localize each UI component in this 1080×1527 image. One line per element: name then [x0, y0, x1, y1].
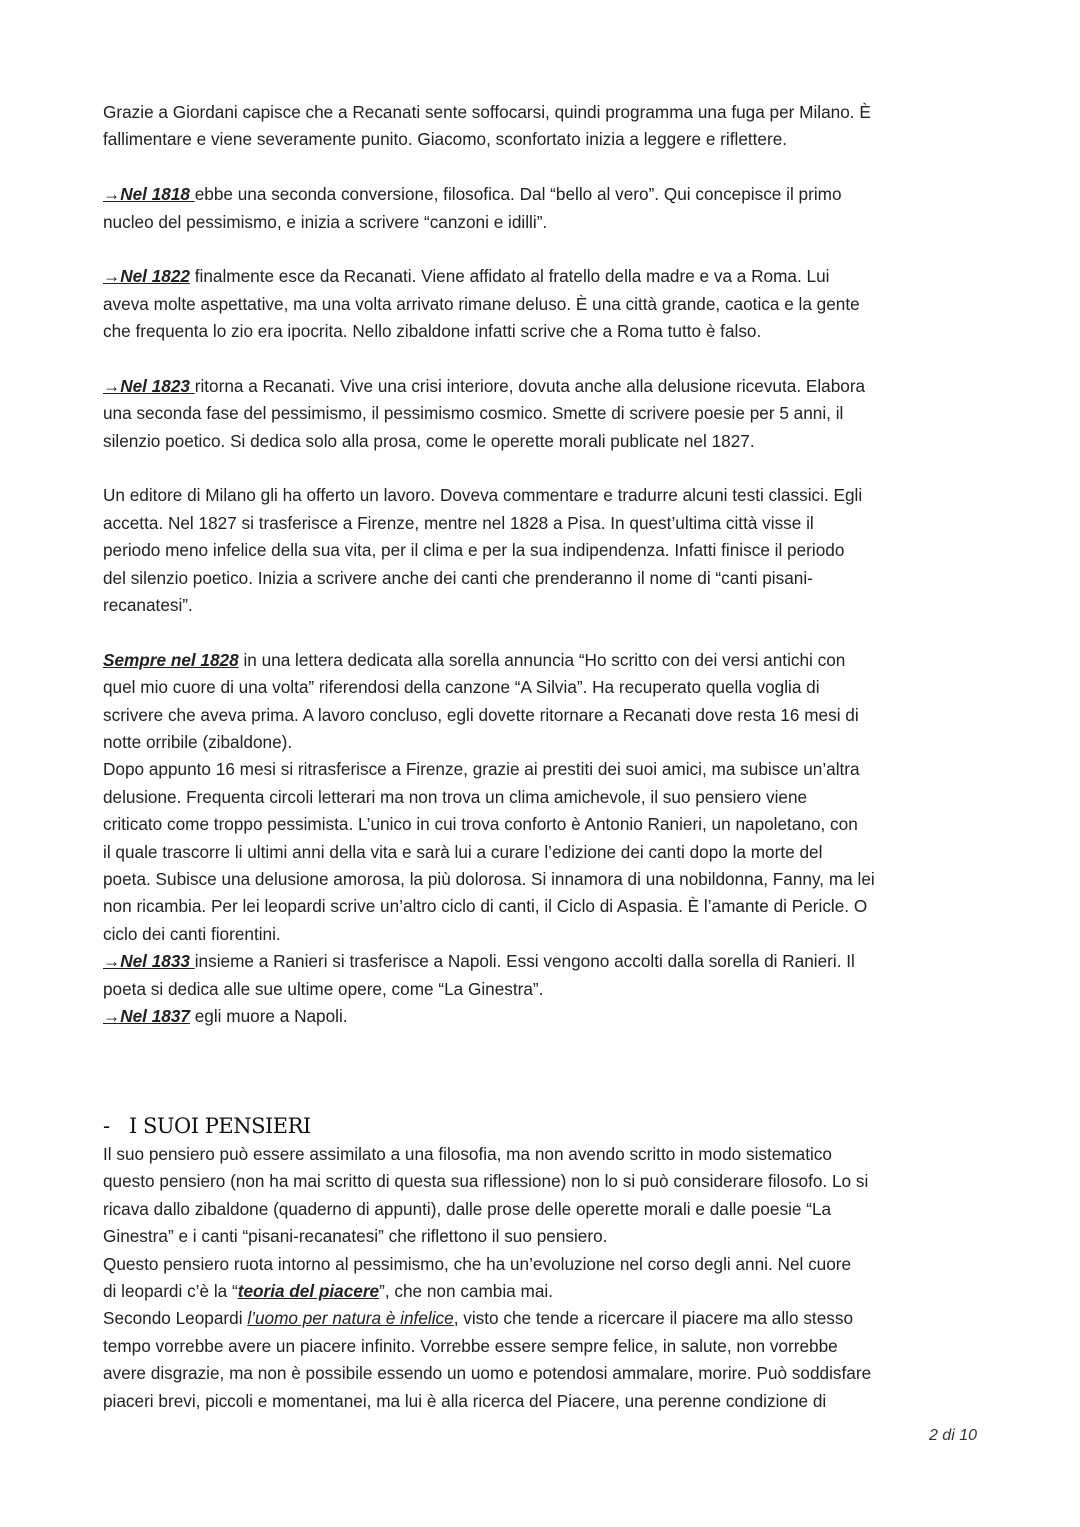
text-segment: che frequenta lo zio era ipocrita. Nello zibaldone infatti scrive che a Roma tutto è falso.	[103, 321, 762, 342]
text-segment: recanatesi”.	[103, 595, 193, 616]
blank-line	[103, 619, 1003, 646]
emphasis-text: →Nel 1822	[103, 266, 190, 287]
text-line	[103, 181, 1003, 208]
text-line	[103, 209, 1003, 236]
text-line	[103, 674, 1003, 701]
text-segment: ”, che non cambia mai.	[379, 1280, 553, 1301]
text-line	[103, 1251, 1003, 1278]
emphasis-text: Sempre nel 1828	[103, 649, 239, 670]
text-segment: poeta si dedica alle sue ultime opere, come “La Ginestra”.	[103, 978, 544, 999]
text-line	[103, 373, 1003, 400]
text-segment: il quale trascorre li ultimi anni della vita e sarà lui a curare l’edizione dei canti dopo la morte del	[103, 841, 823, 862]
text-line	[103, 1360, 1003, 1387]
text-line	[103, 318, 1003, 345]
blank-line	[103, 236, 1003, 263]
text-line	[103, 948, 1003, 975]
text-segment: Grazie a Giordani capisce che a Recanati sente soffocarsi, quindi programma una fuga per Milano. È	[103, 102, 871, 122]
text-segment: ritorna a Recanati. Vive una crisi interiore, dovuta anche alla delusione ricevuta. Elabora	[194, 375, 866, 396]
text-line	[103, 1305, 1003, 1332]
blank-line	[103, 154, 1003, 181]
blank-line	[103, 455, 1003, 482]
text-segment: tempo vorrebbe avere un piacere infinito. Vorrebbe essere sempre felice, in salute, non vorrebbe	[103, 1335, 838, 1356]
text-line	[103, 99, 1003, 126]
text-line	[103, 510, 1003, 537]
text-segment: scrivere che aveva prima. A lavoro concluso, egli dovette ritornare a Recanati dove resta 16 mesi di	[103, 704, 859, 725]
text-segment: in una lettera dedicata alla sorella annuncia “Ho scritto con dei versi antichi con	[238, 649, 846, 670]
text-line	[103, 866, 1003, 893]
emphasis-text: l’uomo per natura è infelice	[247, 1308, 454, 1329]
text-line	[103, 482, 1003, 509]
heading-title: I SUOI PENSIERI	[129, 1114, 311, 1138]
text-line	[103, 729, 1003, 756]
emphasis-text: →Nel 1833	[103, 951, 195, 972]
heading-dash: -	[103, 1114, 110, 1138]
text-segment: delusione. Frequenta circoli letterari ma non trova un clima amichevole, il suo pensiero viene	[103, 786, 808, 807]
text-line	[103, 1388, 1003, 1415]
emphasis-text: →Nel 1823	[103, 375, 195, 396]
text-line	[103, 1168, 1003, 1195]
text-line	[103, 1333, 1003, 1360]
text-segment: fallimentare e viene severamente punito. Giacomo, sconfortato inizia a leggere e riflettere.	[103, 129, 788, 150]
text-line	[103, 702, 1003, 729]
text-segment: una seconda fase del pessimismo, il pessimismo cosmico. Smette di scrivere poesie per 5 anni, il	[103, 403, 844, 424]
text-line	[103, 1223, 1003, 1250]
text-segment: nucleo del pessimismo, e inizia a scrivere “canzoni e idilli”.	[103, 211, 548, 232]
text-segment: insieme a Ranieri si trasferisce a Napoli. Essi vengono accolti dalla sorella di Ranieri. Il	[194, 951, 855, 972]
text-segment: questo pensiero (non ha mai scritto di questa sua riflessione) non lo si può considerare filosofo. Lo si	[103, 1171, 869, 1192]
emphasis-text: →Nel 1837	[103, 1005, 190, 1026]
text-line	[103, 592, 1003, 619]
text-segment: Il suo pensiero può essere assimilato a una filosofia, ma non avendo scritto in modo sistematico	[103, 1144, 832, 1164]
text-line	[103, 1003, 1003, 1030]
text-line	[103, 893, 1003, 920]
emphasis-text: teoria del piacere	[237, 1280, 380, 1301]
text-line	[103, 756, 1003, 783]
thoughts-section	[103, 1141, 1003, 1415]
text-segment: ciclo dei canti fiorentini.	[103, 923, 281, 944]
text-segment: Secondo Leopardi	[103, 1308, 248, 1329]
blank-line	[103, 346, 1003, 373]
text-line	[103, 428, 1003, 455]
text-segment: finalmente esce da Recanati. Viene affidato al fratello della madre e va a Roma. Lui	[189, 266, 830, 287]
text-line	[103, 647, 1003, 674]
text-segment: del silenzio poetico. Inizia a scrivere anche dei canti che prenderanno il nome di “canti pisani-	[103, 567, 813, 588]
text-segment: egli muore a Napoli.	[189, 1005, 348, 1026]
text-segment: ricava dallo zibaldone (quaderno di appunti), dalle prose delle operette morali e dalle poesie “La	[103, 1198, 832, 1219]
text-segment: aveva molte aspettative, ma una volta arrivato rimane deluso. È una città grande, caotica e la gente	[103, 293, 860, 314]
biography-section	[103, 99, 1003, 1030]
text-segment: accetta. Nel 1827 si trasferisce a Firenze, mentre nel 1828 a Pisa. In quest’ultima città visse il	[103, 512, 814, 533]
text-segment: Un editore di Milano gli ha offerto un lavoro. Doveva commentare e tradurre alcuni testi classici. Egli	[103, 485, 863, 506]
text-line	[103, 291, 1003, 318]
text-segment: Dopo appunto 16 mesi si ritrasferisce a Firenze, grazie ai prestiti dei suoi amici, ma subisce un’altra	[103, 759, 860, 780]
text-line	[103, 565, 1003, 592]
text-segment: non ricambia. Per lei leopardi scrive un’altro ciclo di canti, il Ciclo di Aspasia. È l’amante di Pericle. O	[103, 896, 868, 917]
text-segment: criticato come troppo pessimista. L’unico in cui trova conforto è Antonio Ranieri, un napoletano, con	[103, 814, 858, 835]
page-number: 2 di 10	[928, 1427, 977, 1444]
text-segment: di leopardi c’è la “	[103, 1280, 238, 1301]
text-segment: notte orribile (zibaldone).	[103, 731, 293, 752]
text-line	[103, 976, 1003, 1003]
text-line	[103, 839, 1003, 866]
text-line	[103, 1278, 1003, 1305]
text-segment: poeta. Subisce una delusione amorosa, la più dolorosa. Si innamora di una nobildonna, Fanny, ma lei	[103, 868, 875, 889]
text-line	[103, 1196, 1003, 1223]
text-line	[103, 811, 1003, 838]
text-line	[103, 537, 1003, 564]
text-line	[103, 400, 1003, 427]
section-heading	[103, 1114, 311, 1138]
text-line	[103, 1141, 1003, 1168]
emphasis-text: →Nel 1818	[103, 184, 195, 205]
text-segment: Ginestra” e i canti “pisani-recanatesi” che riflettono il suo pensiero.	[103, 1226, 608, 1247]
text-segment: piaceri brevi, piccoli e momentanei, ma lui è alla ricerca del Piacere, una perenne condizione di	[103, 1390, 827, 1411]
text-segment: avere disgrazie, ma non è possibile essendo un uomo e potendosi ammalare, morire. Può soddisfare	[103, 1363, 872, 1384]
text-segment: Questo pensiero ruota intorno al pessimismo, che ha un’evoluzione nel corso degli anni. Nel cuore	[103, 1253, 852, 1274]
text-line	[103, 921, 1003, 948]
text-segment: periodo meno infelice della sua vita, per il clima e per la sua indipendenza. Infatti finisce il periodo	[103, 540, 845, 561]
text-segment: ebbe una seconda conversione, filosofica. Dal “bello al vero”. Qui concepisce il primo	[194, 184, 842, 205]
text-line	[103, 784, 1003, 811]
text-segment: quel mio cuore di una volta” riferendosi della canzone “A Silvia”. Ha recuperato quella voglia di	[103, 677, 820, 698]
text-line	[103, 263, 1003, 290]
text-line	[103, 126, 1003, 153]
text-segment: , visto che tende a ricercare il piacere ma allo stesso	[453, 1308, 854, 1329]
text-segment: silenzio poetico. Si dedica solo alla prosa, come le operette morali publicate nel 1827.	[103, 430, 755, 451]
